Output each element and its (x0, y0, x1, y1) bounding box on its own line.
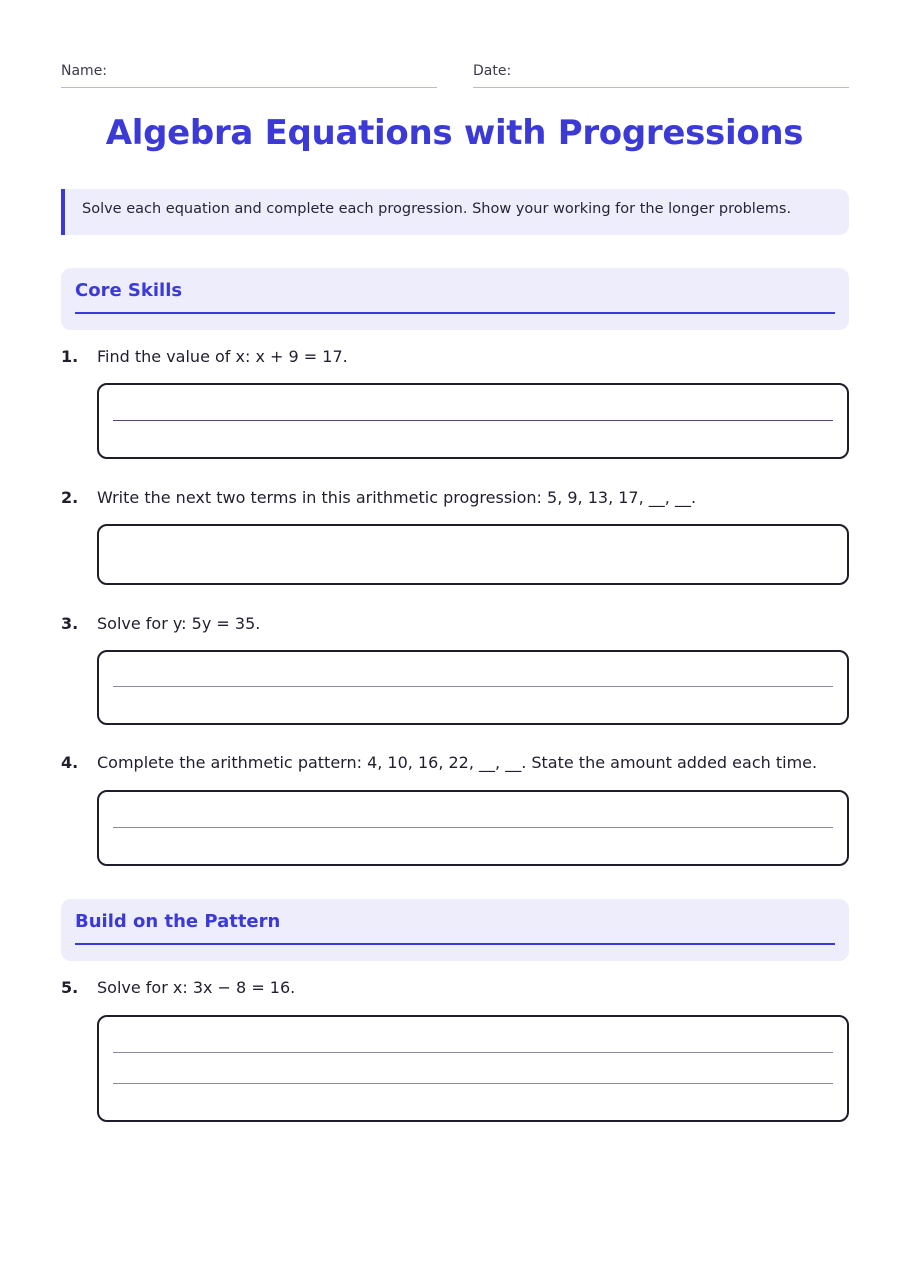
name-label: Name: (61, 63, 108, 79)
section-build-on-the-pattern (61, 899, 849, 961)
question-number: 2. (61, 488, 79, 507)
answer-box-5[interactable] (97, 1015, 849, 1122)
question-text: Find the value of x: x + 9 = 17. (97, 347, 348, 366)
date-field[interactable] (473, 62, 849, 88)
question-number: 3. (61, 614, 79, 633)
answer-box-2[interactable] (97, 524, 849, 585)
question-text: Solve for y: 5y = 35. (97, 614, 261, 633)
question-number: 5. (61, 978, 79, 997)
date-label: Date: (473, 63, 512, 79)
question-text: Complete the arithmetic pattern: 4, 10, 16, 22, __, __. State the amount added each time. (97, 753, 818, 772)
question-number: 4. (61, 753, 79, 772)
answer-line (113, 1083, 833, 1084)
question-number: 1. (61, 347, 79, 366)
section-divider (75, 943, 835, 945)
answer-line (113, 686, 833, 687)
section-divider (75, 312, 835, 314)
question-text: Solve for x: 3x − 8 = 16. (97, 978, 296, 997)
name-field[interactable] (61, 62, 437, 88)
question-text: Write the next two terms in this arithmetic progression: 5, 9, 13, 17, __, __. (97, 488, 697, 507)
answer-box-4[interactable] (97, 790, 849, 866)
answer-line (113, 827, 833, 828)
answer-box-3[interactable] (97, 650, 849, 725)
section-title: Build on the Pattern (75, 911, 281, 932)
section-title: Core Skills (75, 280, 183, 301)
answer-line (113, 1052, 833, 1053)
worksheet-title: Algebra Equations with Progressions (105, 113, 804, 153)
answer-box-1[interactable] (97, 383, 849, 459)
answer-line (113, 420, 833, 421)
section-core-skills (61, 268, 849, 330)
student-info-row (61, 62, 849, 88)
instructions-box: Solve each equation and complete each progression. Show your working for the longer problems. (61, 189, 849, 235)
